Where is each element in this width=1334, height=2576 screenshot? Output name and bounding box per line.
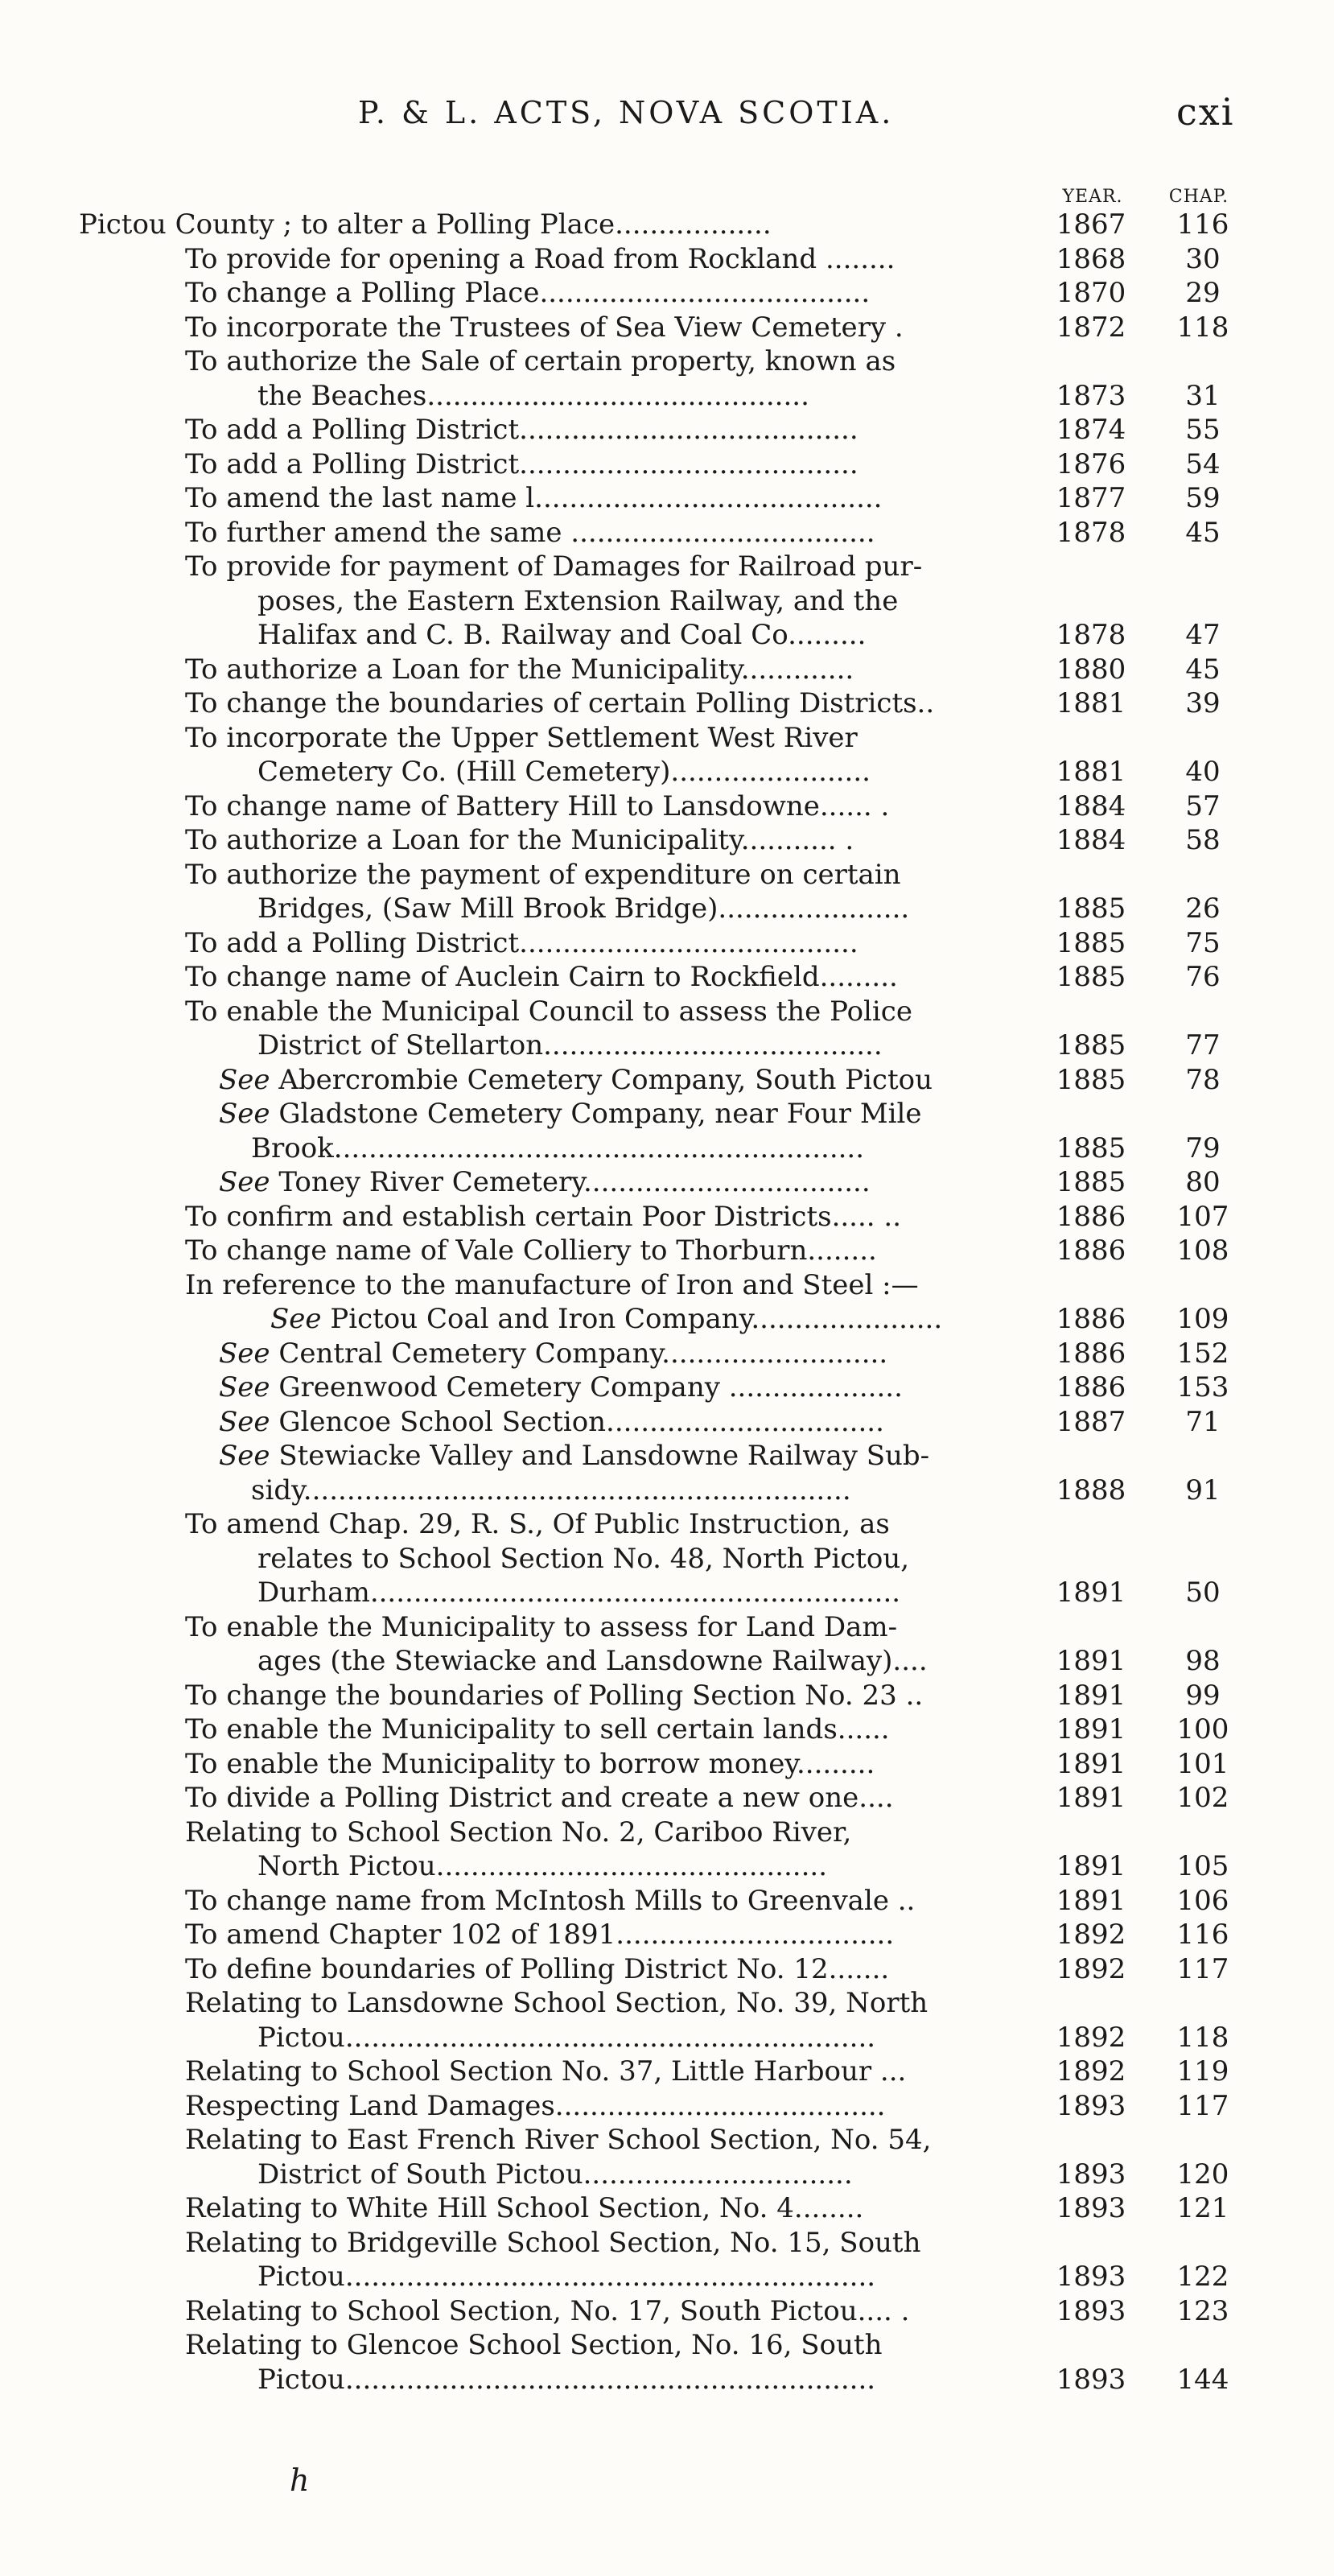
entry-year: 1878 (1056, 516, 1126, 549)
entry-year: 1885 (1056, 1131, 1126, 1164)
entry-year: 1886 (1056, 1200, 1126, 1233)
entry-text: Pictou............................................................. (257, 2021, 876, 2054)
entry-text: See Pictou Coal and Iron Company...................... (270, 1303, 943, 1335)
entry-text: To incorporate the Upper Settlement West River (185, 721, 858, 754)
entry-text: To change a Polling Place...................................... (185, 277, 871, 309)
entry-chapter: 102 (1176, 1782, 1229, 1814)
index-entry (0, 960, 1334, 995)
index-entry (0, 1234, 1334, 1268)
entry-text: To further amend the same ................................... (185, 516, 875, 549)
entry-chapter: 78 (1185, 1063, 1221, 1096)
entry-text: poses, the Eastern Extension Railway, and the (257, 584, 899, 617)
entry-chapter: 79 (1185, 1131, 1221, 1164)
entry-chapter: 57 (1185, 789, 1221, 822)
index-entry (0, 1747, 1334, 1782)
index-entry (0, 550, 1334, 584)
index-entry (0, 2021, 1334, 2055)
chap-column-header: CHAP. (1168, 187, 1229, 207)
entry-chapter: 45 (1185, 516, 1221, 549)
see-reference: See (219, 1166, 270, 1198)
index-entry (0, 2191, 1334, 2226)
entry-year: 1885 (1056, 961, 1126, 993)
entry-text: Brook............................................................. (251, 1131, 865, 1164)
index-entry (0, 1610, 1334, 1645)
entry-text: Relating to School Section, No. 17, South Pictou.... . (185, 2294, 910, 2327)
entry-text: Relating to East French River School Section, No. 54, (185, 2124, 932, 2156)
index-entry (0, 858, 1334, 892)
index-entry (0, 1849, 1334, 1884)
entry-text: To provide for payment of Damages for Railroad pur- (185, 550, 923, 583)
acts-index-list (0, 208, 1334, 2397)
entry-chapter: 91 (1185, 1473, 1221, 1506)
page-number: cxi (1176, 90, 1235, 134)
entry-text: To authorize a Loan for the Municipality........... . (185, 824, 854, 856)
entry-year: 1885 (1056, 1166, 1126, 1198)
index-entry (0, 1713, 1334, 1747)
see-reference: See (219, 1098, 270, 1130)
entry-text: To enable the Municipal Council to assess the Police (185, 995, 912, 1028)
entry-year: 1877 (1056, 482, 1126, 514)
page-header (0, 90, 1334, 143)
entry-year: 1893 (1056, 2294, 1126, 2327)
entry-text: To change name of Battery Hill to Lansdowne...... . (185, 789, 890, 822)
see-reference: See (219, 1371, 270, 1403)
entry-text: District of Stellarton....................................... (257, 1029, 883, 1061)
entry-year: 1886 (1056, 1303, 1126, 1335)
entry-text: To provide for opening a Road from Rockland ........ (185, 242, 896, 275)
entry-text: To enable the Municipality to assess for Land Dam- (185, 1610, 898, 1643)
index-entry (0, 1337, 1334, 1371)
index-entry (0, 1816, 1334, 1850)
entry-year: 1868 (1056, 242, 1126, 275)
entry-year: 1893 (1056, 2261, 1126, 2293)
index-entry (0, 311, 1334, 345)
index-entry (0, 1097, 1334, 1131)
index-entry (0, 344, 1334, 379)
entry-chapter: 55 (1185, 414, 1221, 446)
index-entry (0, 1200, 1334, 1234)
index-entry (0, 2089, 1334, 2124)
entry-text: To define boundaries of Polling District No. 12....... (185, 1952, 890, 1985)
entry-year: 1893 (1056, 2192, 1126, 2224)
index-entry (0, 379, 1334, 414)
entry-chapter: 153 (1176, 1371, 1229, 1403)
entry-chapter: 31 (1185, 379, 1221, 412)
entry-text: To divide a Polling District and create a new one.... (185, 1782, 894, 1814)
index-entry (0, 789, 1334, 824)
entry-text: To change name of Auclein Cairn to Rockfield......... (185, 961, 898, 993)
entry-chapter: 116 (1176, 1919, 1229, 1951)
entry-text: To confirm and establish certain Poor Districts..... .. (185, 1200, 902, 1233)
entry-text: North Pictou............................................. (257, 1850, 828, 1882)
index-entry (0, 413, 1334, 447)
entry-text: To enable the Municipality to sell certain lands...... (185, 1713, 890, 1745)
entry-chapter: 29 (1185, 277, 1221, 309)
entry-text: See Glencoe School Section................................ (219, 1405, 884, 1438)
entry-year: 1878 (1056, 619, 1126, 651)
entry-chapter: 98 (1185, 1645, 1221, 1677)
entry-chapter: 76 (1185, 961, 1221, 993)
index-entry (0, 447, 1334, 482)
entry-text: sidy............................................................... (251, 1473, 851, 1506)
entry-chapter: 106 (1176, 1884, 1229, 1917)
entry-text: Relating to Glencoe School Section, No. 16, South (185, 2329, 883, 2361)
entry-chapter: 144 (1176, 2363, 1229, 2396)
index-entry (0, 2123, 1334, 2158)
entry-year: 1892 (1056, 2055, 1126, 2088)
entry-text: Cemetery Co. (Hill Cemetery)....................... (257, 756, 871, 788)
entry-chapter: 30 (1185, 242, 1221, 275)
index-entry (0, 1063, 1334, 1098)
entry-chapter: 117 (1176, 1952, 1229, 1985)
entry-chapter: 50 (1185, 1577, 1221, 1609)
entry-year: 1874 (1056, 414, 1126, 446)
entry-year: 1886 (1056, 1337, 1126, 1370)
entry-year: 1873 (1056, 379, 1126, 412)
entry-year: 1887 (1056, 1405, 1126, 1438)
index-entry (0, 1542, 1334, 1577)
index-entry (0, 823, 1334, 858)
index-entry (0, 1370, 1334, 1405)
entry-year: 1881 (1056, 756, 1126, 788)
entry-year: 1891 (1056, 1577, 1126, 1609)
entry-text: To amend the last name l........................................ (185, 482, 883, 514)
entry-year: 1881 (1056, 687, 1126, 719)
entry-text: See Greenwood Cemetery Company .................... (219, 1371, 903, 1403)
entry-text: To authorize the Sale of certain property, known as (185, 345, 896, 377)
entry-text: To add a Polling District....................................... (185, 447, 858, 480)
entry-text: To authorize a Loan for the Municipality............. (185, 653, 854, 686)
entry-chapter: 99 (1185, 1679, 1221, 1712)
entry-chapter: 100 (1176, 1713, 1229, 1745)
index-entry (0, 516, 1334, 550)
index-entry (0, 2226, 1334, 2261)
entry-chapter: 108 (1176, 1234, 1229, 1267)
entry-year: 1892 (1056, 1919, 1126, 1951)
entry-year: 1885 (1056, 926, 1126, 959)
entry-text: Respecting Land Damages...................................... (185, 2089, 886, 2122)
index-entry (0, 1986, 1334, 2021)
index-entry (0, 584, 1334, 619)
entry-year: 1891 (1056, 1645, 1126, 1677)
entry-year: 1880 (1056, 653, 1126, 686)
entry-chapter: 107 (1176, 1200, 1229, 1233)
see-reference: See (219, 1063, 270, 1096)
index-entry (0, 1302, 1334, 1337)
entry-chapter: 101 (1176, 1747, 1229, 1780)
entry-text: See Abercrombie Cemetery Company, South Pictou (219, 1063, 933, 1096)
see-reference: See (270, 1303, 322, 1335)
index-entry (0, 1679, 1334, 1713)
entry-text: Relating to Lansdowne School Section, No. 39, North (185, 1987, 928, 2019)
entry-chapter: 45 (1185, 653, 1221, 686)
index-entry (0, 1781, 1334, 1816)
entry-year: 1867 (1056, 208, 1126, 241)
entry-chapter: 122 (1176, 2261, 1229, 2293)
entry-text: Relating to School Section No. 2, Cariboo River, (185, 1816, 852, 1849)
entry-text: To amend Chapter 102 of 1891................................ (185, 1919, 895, 1951)
entry-year: 1891 (1056, 1884, 1126, 1917)
entry-chapter: 80 (1185, 1166, 1221, 1198)
entry-chapter: 54 (1185, 447, 1221, 480)
entry-year: 1893 (1056, 2158, 1126, 2191)
entry-chapter: 121 (1176, 2192, 1229, 2224)
index-entry (0, 1131, 1334, 1166)
see-reference: See (219, 1405, 270, 1438)
index-entry (0, 1405, 1334, 1440)
entry-text: District of South Pictou............................... (257, 2158, 853, 2191)
index-entry (0, 1644, 1334, 1679)
entry-chapter: 75 (1185, 926, 1221, 959)
entry-chapter: 117 (1176, 2089, 1229, 2122)
entry-chapter: 39 (1185, 687, 1221, 719)
index-entry (0, 1952, 1334, 1987)
entry-year: 1891 (1056, 1747, 1126, 1780)
entry-year: 1893 (1056, 2089, 1126, 2122)
entry-year: 1885 (1056, 1063, 1126, 1096)
see-reference: See (219, 1337, 270, 1370)
entry-text: Pictou............................................................. (257, 2363, 876, 2396)
entry-chapter: 47 (1185, 619, 1221, 651)
entry-chapter: 109 (1176, 1303, 1229, 1335)
entry-year: 1893 (1056, 2363, 1126, 2396)
entry-year: 1891 (1056, 1782, 1126, 1814)
index-entry (0, 208, 1334, 242)
entry-year: 1891 (1056, 1850, 1126, 1882)
entry-text: relates to School Section No. 48, North Pictou, (257, 1542, 910, 1575)
entry-chapter: 123 (1176, 2294, 1229, 2327)
entry-year: 1884 (1056, 789, 1126, 822)
index-entry (0, 1165, 1334, 1200)
index-entry (0, 926, 1334, 961)
entry-text: Pictou County ; to alter a Polling Place.................. (79, 208, 772, 241)
index-entry (0, 2294, 1334, 2329)
index-entry (0, 1884, 1334, 1919)
entry-text: To change name of Vale Colliery to Thorburn........ (185, 1234, 877, 1267)
entry-year: 1888 (1056, 1473, 1126, 1506)
entry-year: 1870 (1056, 277, 1126, 309)
entry-text: See Toney River Cemetery................................. (219, 1166, 871, 1198)
entry-year: 1876 (1056, 447, 1126, 480)
entry-chapter: 118 (1176, 2021, 1229, 2054)
index-entry (0, 721, 1334, 756)
index-entry (0, 481, 1334, 516)
entry-text: In reference to the manufacture of Iron and Steel :— (185, 1268, 919, 1301)
running-title: P. & L. ACTS, NOVA SCOTIA. (358, 95, 895, 130)
entry-chapter: 152 (1176, 1337, 1229, 1370)
entry-chapter: 77 (1185, 1029, 1221, 1061)
see-reference: See (219, 1440, 270, 1472)
index-entry (0, 2328, 1334, 2363)
entry-chapter: 118 (1176, 311, 1229, 344)
index-entry (0, 2055, 1334, 2089)
entry-year: 1885 (1056, 892, 1126, 925)
entry-text: To authorize the payment of expenditure on certain (185, 858, 901, 891)
signature-mark: h (290, 2463, 310, 2498)
entry-text: To change the boundaries of certain Polling Districts.. (185, 687, 935, 719)
index-entry (0, 1439, 1334, 1473)
index-entry (0, 653, 1334, 687)
entry-year: 1891 (1056, 1679, 1126, 1712)
index-entry (0, 1576, 1334, 1610)
entry-chapter: 120 (1176, 2158, 1229, 2191)
entry-text: See Stewiacke Valley and Lansdowne Railway Sub- (219, 1440, 930, 1472)
index-entry (0, 242, 1334, 277)
entry-year: 1886 (1056, 1234, 1126, 1267)
entry-text: To change the boundaries of Polling Section No. 23 .. (185, 1679, 924, 1712)
index-entry (0, 276, 1334, 311)
entry-text: See Central Cemetery Company.......................... (219, 1337, 888, 1370)
index-entry (0, 686, 1334, 721)
index-entry (0, 2260, 1334, 2294)
entry-chapter: 59 (1185, 482, 1221, 514)
entry-chapter: 105 (1176, 1850, 1229, 1882)
entry-chapter: 40 (1185, 756, 1221, 788)
entry-text: Durham............................................................. (257, 1577, 901, 1609)
entry-text: Pictou............................................................. (257, 2261, 876, 2293)
entry-chapter: 116 (1176, 208, 1229, 241)
index-entry (0, 2158, 1334, 2192)
entry-chapter: 71 (1185, 1405, 1221, 1438)
entry-year: 1872 (1056, 311, 1126, 344)
entry-year: 1892 (1056, 1952, 1126, 1985)
entry-year: 1886 (1056, 1371, 1126, 1403)
entry-text: To amend Chap. 29, R. S., Of Public Instruction, as (185, 1508, 890, 1540)
entry-text: To change name from McIntosh Mills to Greenvale .. (185, 1884, 916, 1917)
entry-text: See Gladstone Cemetery Company, near Four Mile (219, 1098, 922, 1130)
year-column-header: YEAR. (1062, 187, 1123, 207)
index-entry (0, 755, 1334, 789)
index-entry (0, 892, 1334, 926)
entry-chapter: 119 (1176, 2055, 1229, 2088)
entry-year: 1892 (1056, 2021, 1126, 2054)
index-entry (0, 1028, 1334, 1063)
entry-text: Relating to Bridgeville School Section, No. 15, South (185, 2226, 921, 2259)
entry-chapter: 58 (1185, 824, 1221, 856)
index-entry (0, 1918, 1334, 1952)
entry-year: 1884 (1056, 824, 1126, 856)
entry-text: the Beaches............................................ (257, 379, 809, 412)
entry-text: To add a Polling District....................................... (185, 414, 858, 446)
index-entry (0, 618, 1334, 653)
index-entry (0, 2363, 1334, 2397)
entry-chapter: 26 (1185, 892, 1221, 925)
entry-text: Relating to White Hill School Section, No. 4........ (185, 2192, 864, 2224)
entry-text: ages (the Stewiacke and Lansdowne Railway).... (257, 1645, 928, 1677)
entry-year: 1891 (1056, 1713, 1126, 1745)
index-entry (0, 1268, 1334, 1303)
entry-text: To enable the Municipality to borrow money......... (185, 1747, 875, 1780)
index-entry (0, 1473, 1334, 1508)
index-entry (0, 1507, 1334, 1542)
index-entry (0, 995, 1334, 1029)
entry-text: To add a Polling District....................................... (185, 926, 858, 959)
entry-text: Bridges, (Saw Mill Brook Bridge)...................... (257, 892, 910, 925)
entry-text: Relating to School Section No. 37, Little Harbour ... (185, 2055, 907, 2088)
entry-text: To incorporate the Trustees of Sea View Cemetery . (185, 311, 904, 344)
entry-year: 1885 (1056, 1029, 1126, 1061)
entry-text: Halifax and C. B. Railway and Coal Co......... (257, 619, 867, 651)
